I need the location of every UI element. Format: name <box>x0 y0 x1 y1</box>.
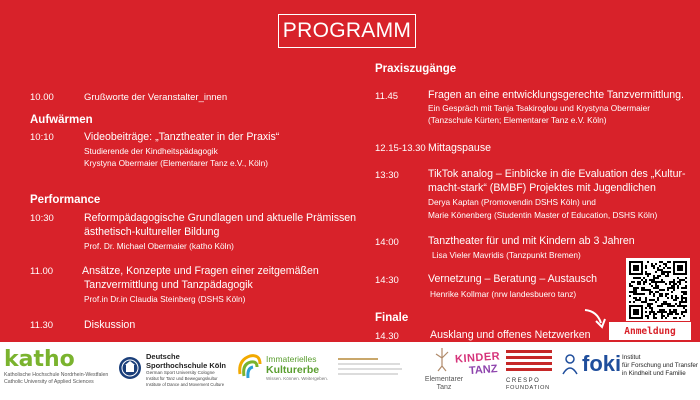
footer-logos <box>0 342 700 400</box>
kulturerbe-swirl-icon <box>236 352 264 382</box>
kulturerbe-fineprint <box>338 356 406 380</box>
kulturerbe-name: Immaterielles <box>266 354 317 364</box>
session-speaker: (Tanzschule Kürten; Elementarer Tanz e.V. Köln) <box>428 115 607 125</box>
session-speaker: Marie Könenberg (Studentin Master of Education, DSHS Köln) <box>428 210 658 220</box>
session-title: ästhetisch-kultureller Bildung <box>84 226 220 238</box>
session-title: Ansätze, Konzepte und Fragen einer zeitgemäßen <box>82 265 319 277</box>
session-title: Diskussion <box>84 319 136 331</box>
session-title: Tanzvermittlung und Tanzpädagogik <box>84 279 253 291</box>
kulturerbe-tagline: Wissen. Können. Weitergeben. <box>266 376 328 381</box>
welcome-text: Grußworte der Veranstalter_innen <box>84 92 228 103</box>
session-title: Mittagspause <box>428 142 492 154</box>
session-title: Videobeiträge: „Tanztheater in der Praxis“ <box>84 131 280 143</box>
qr-code-image <box>629 261 687 319</box>
crespo-logo <box>506 350 552 392</box>
foki-wordmark: foki <box>582 351 622 376</box>
session-speaker: Prof.in Dr.in Claudia Steinberg (DSHS Köln) <box>84 294 246 304</box>
kindertanz-wordmark: KINDER <box>454 350 501 366</box>
katho-logo <box>4 348 108 386</box>
welcome-time: 10.00 <box>30 92 54 103</box>
session-time: 14:30 <box>375 275 399 286</box>
crespo-name: FOUNDATION <box>506 385 550 391</box>
session-time: 10:10 <box>30 132 54 143</box>
session-time: 14:00 <box>375 237 399 248</box>
arrow-icon <box>583 307 611 331</box>
elementarer-tanz-name: Elementarer <box>424 376 464 383</box>
section-heading-aufwaermen: Aufwärmen <box>30 114 93 126</box>
session-title: macht-stark“ (BMBF) Projektes mit Jugendlichen <box>428 182 656 194</box>
dshs-institute: Institut für Tanz und Bewegungskultur <box>146 376 218 381</box>
session-time: 10:30 <box>30 213 54 224</box>
session-title: Tanztheater für und mit Kindern ab 3 Jahren <box>428 235 635 247</box>
foki-subtitle: in Kindheit und Familie <box>622 370 686 377</box>
foki-subtitle: Institut <box>622 354 641 361</box>
session-title: Ausklang und offenes Netzwerken <box>430 329 591 341</box>
dshs-name: Sporthochschule Köln <box>146 361 227 370</box>
session-time: 12.15-13.30 <box>375 143 426 154</box>
session-speaker: Lisa Vieler Mavridis (Tanzpunkt Bremen) <box>432 250 581 260</box>
crespo-stripes-icon <box>506 350 552 372</box>
session-time: 11.45 <box>375 91 399 102</box>
foki-figure-icon <box>560 354 580 376</box>
dshs-seal-icon <box>118 356 142 380</box>
session-speaker: Henrike Kollmar (nrw landesbuero tanz) <box>430 289 577 299</box>
kindertanz-wordmark: TANZ <box>468 363 498 378</box>
session-speaker: Derya Kaptan (Promovendin DSHS Köln) und <box>428 197 596 207</box>
session-title: Fragen an eine entwicklungsgerechte Tanzvermittlung. <box>428 89 684 101</box>
session-time: 11.00 <box>30 266 54 277</box>
kulturerbe-name: Kulturerbe <box>266 364 320 376</box>
dshs-institute-en: Institute of Dance and Movement Culture <box>146 381 225 387</box>
session-speaker: Krystyna Obermaier (Elementarer Tanz e.V., Köln) <box>84 158 268 168</box>
session-title: TikTok analog – Einblicke in die Evaluation des „Kultur- <box>428 168 686 180</box>
katho-subtitle-en: Catholic University of Applied Sciences <box>4 379 94 385</box>
registration-link[interactable]: Anmeldung <box>608 321 692 341</box>
session-time: 13:30 <box>375 170 399 181</box>
foki-subtitle: für Forschung und Transfer <box>622 362 698 369</box>
kindertanz-logo <box>455 352 500 376</box>
session-time: 14.30 <box>375 331 399 342</box>
section-heading-finale: Finale <box>375 312 409 324</box>
crespo-name: CRESPO <box>506 378 541 384</box>
dancer-figure-icon <box>432 346 452 372</box>
dshs-name-en: German Sport University Cologne <box>146 370 215 375</box>
section-heading-performance: Performance <box>30 194 101 206</box>
registration-qr-code[interactable] <box>626 258 690 322</box>
page-title: PROGRAMM <box>278 14 416 48</box>
session-speaker: Studierende der Kindheitspädagogik <box>84 146 218 156</box>
session-speaker: Prof. Dr. Michael Obermaier (katho Köln) <box>84 241 234 251</box>
session-title: Reformpädagogische Grundlagen und aktuelle Prämissen <box>84 212 357 224</box>
dshs-name: Deutsche <box>146 352 180 361</box>
session-title: Vernetzung – Beratung – Austausch <box>428 273 598 285</box>
elementarer-tanz-name: Tanz <box>436 384 452 391</box>
katho-wordmark: katho <box>4 347 75 372</box>
session-time: 11.30 <box>30 320 54 331</box>
section-heading-praxis: Praxiszugänge <box>375 63 457 75</box>
session-speaker: Ein Gespräch mit Tanja Tsakiroglou und Krystyna Obermaier <box>428 103 650 113</box>
katho-subtitle: Katholische Hochschule Nordrhein-Westfalen <box>4 372 109 378</box>
